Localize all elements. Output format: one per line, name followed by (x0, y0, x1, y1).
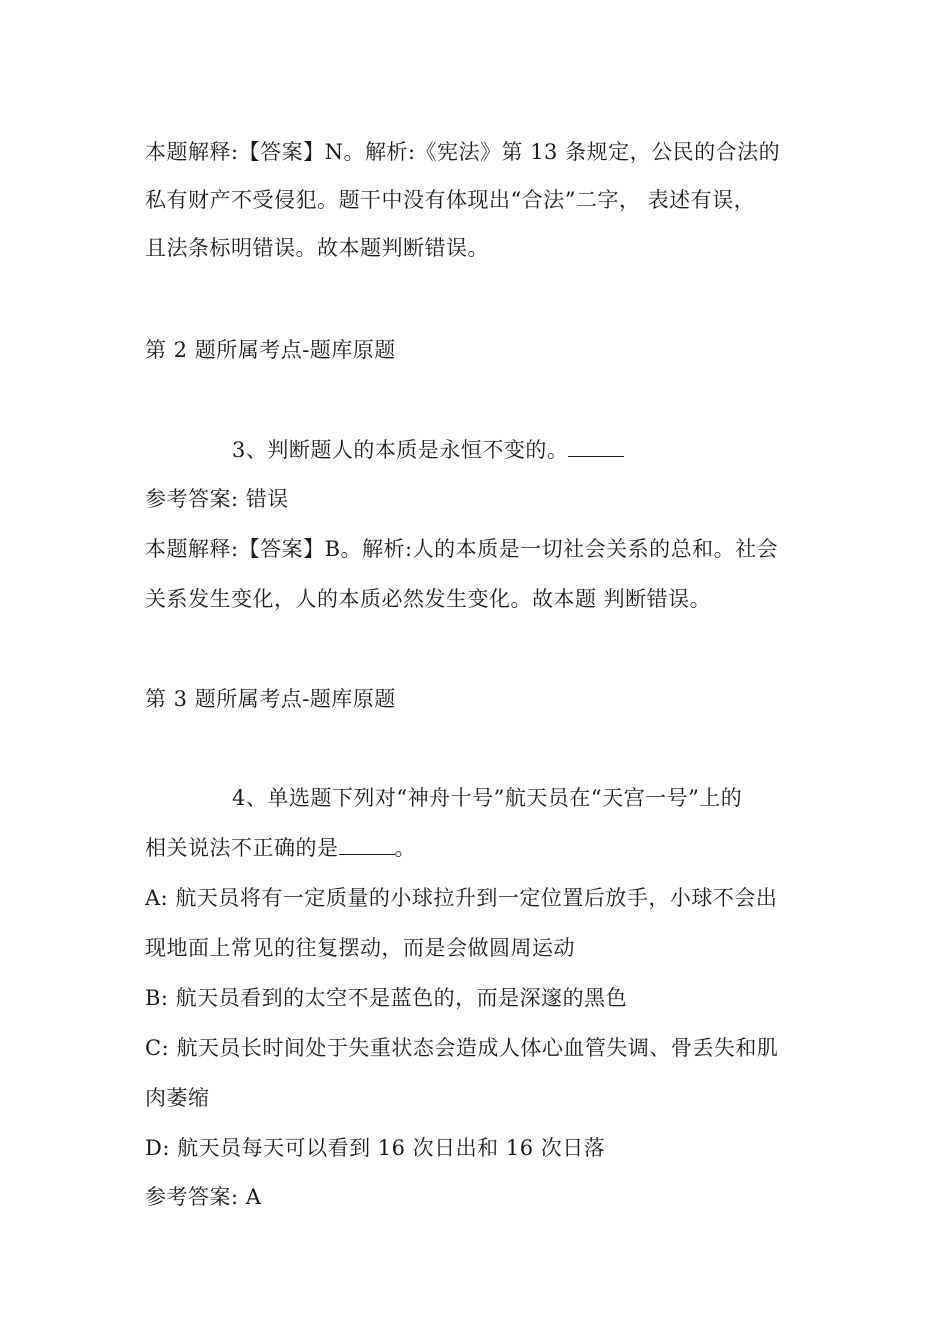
q4-option-b: B: 航天员看到的太空不是蓝色的，而是深邃的黑色 (145, 986, 628, 1010)
q1-explanation-line-3: 且法条标明错误。故本题判断错误。 (145, 236, 489, 260)
q3-answer-blank (568, 438, 624, 457)
q4-option-a-line-1: A: 航天员将有一定质量的小球拉升到一定位置后放手，小球不会出 (145, 886, 778, 910)
q4-option-c-line-1: C: 航天员长时间处于失重状态会造成人体心血管失调、骨丢失和肌 (145, 1036, 779, 1060)
q4-option-c-line-2: 肉萎缩 (145, 1086, 210, 1110)
q4-answer: 参考答案: A (145, 1185, 262, 1209)
q3-source: 第 3 题所属考点-题库原题 (145, 687, 396, 711)
q3-answer: 参考答案: 错误 (145, 487, 289, 511)
q1-explanation-line-1: 本题解释:【答案】N。解析:《宪法》第 13 条规定，公民的合法的 (145, 140, 781, 164)
q4-question-end: 。 (394, 836, 416, 860)
q4-option-d: D: 航天员每天可以看到 16 次日出和 16 次日落 (145, 1136, 606, 1160)
q3-question (232, 436, 912, 464)
q1-explanation-line-2: 私有财产不受侵犯。题干中没有体现出“合法”二字， 表述有误， (145, 188, 756, 212)
q3-explanation-line-2: 关系发生变化，人的本质必然发生变化。故本题 判断错误。 (145, 587, 712, 611)
q3-question-text: 3、判断题人的本质是永恒不变的。 (232, 438, 569, 462)
q3-explanation-line-1: 本题解释:【答案】B。解析:人的本质是一切社会关系的总和。社会 (145, 537, 779, 561)
q4-question-line-2 (145, 834, 825, 862)
q4-question-text: 相关说法不正确的是 (145, 836, 339, 860)
q4-option-a-line-2: 现地面上常见的往复摆动，而是会做圆周运动 (145, 936, 575, 960)
q1-source: 第 2 题所属考点-题库原题 (145, 338, 396, 362)
q4-answer-blank (339, 836, 395, 855)
q4-question-line-1: 4、单选题下列对“神舟十号”航天员在“天宫一号”上的 (232, 786, 743, 810)
